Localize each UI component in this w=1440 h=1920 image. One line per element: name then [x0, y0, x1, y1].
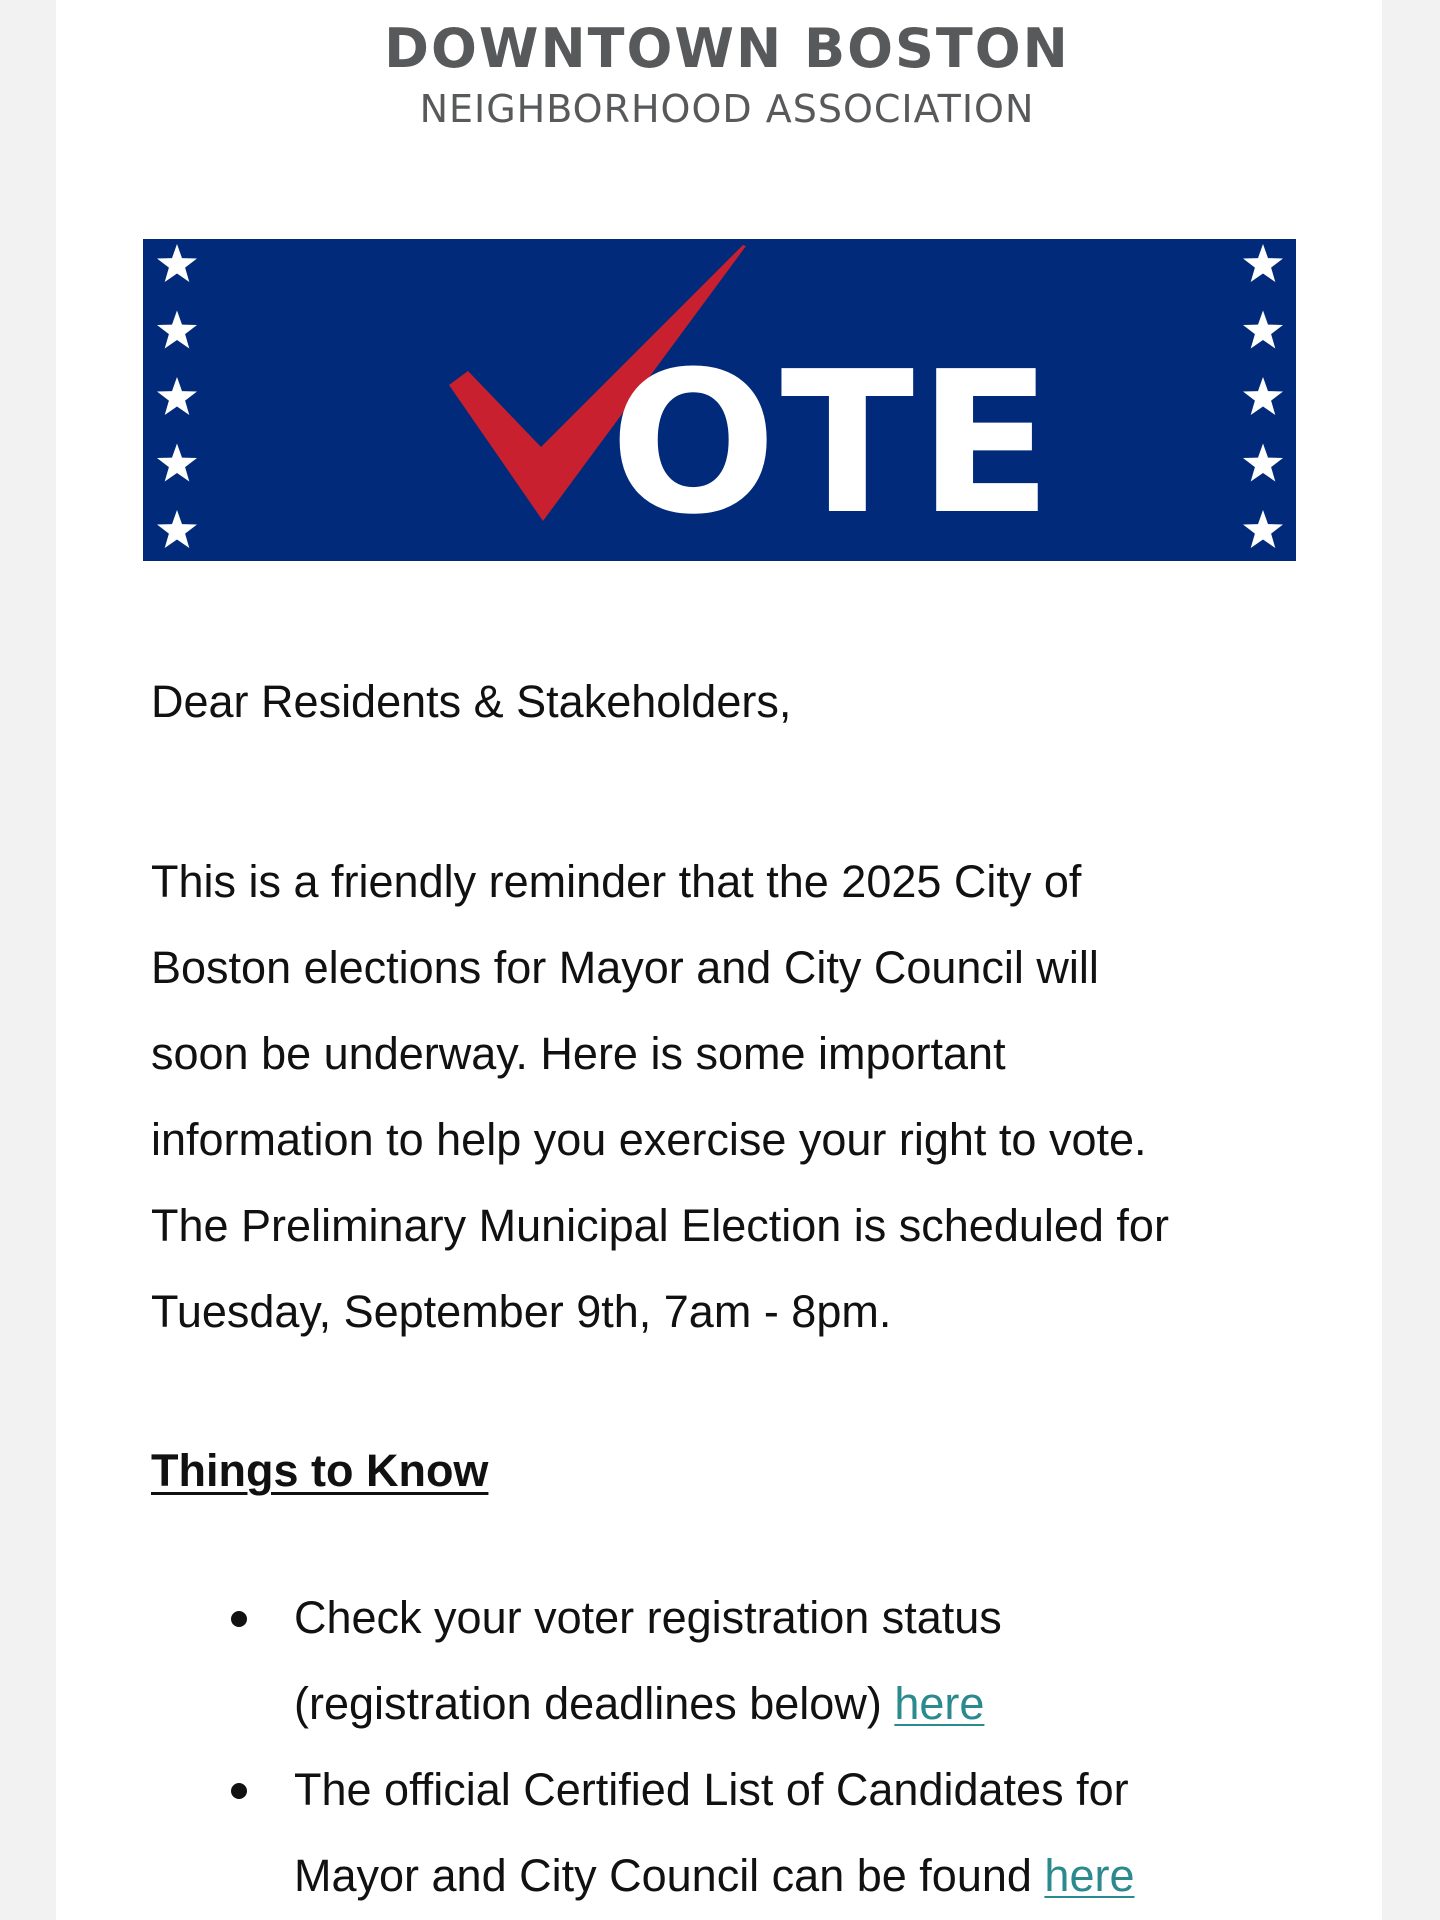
registration-status-link[interactable]: here	[894, 1678, 985, 1729]
list-item-text: Mayor and City Council can be found	[294, 1850, 1045, 1901]
list-item-line: Check your voter registration status	[294, 1592, 1002, 1643]
intro-line: This is a friendly reminder that the 2025 City of	[151, 856, 1082, 907]
bullet-icon	[231, 1611, 247, 1627]
list-item-line	[294, 1833, 1331, 1919]
intro-paragraph	[151, 839, 1331, 1355]
list-item-text: (registration deadlines below)	[294, 1678, 895, 1729]
greeting: Dear Residents & Stakeholders,	[151, 676, 792, 727]
association-logo	[56, 14, 1382, 134]
logo-line-2: NEIGHBORHOOD ASSOCIATION	[419, 87, 1035, 131]
intro-line: The Preliminary Municipal Election is scheduled for	[151, 1200, 1169, 1251]
logo-line-1: DOWNTOWN BOSTON	[384, 17, 1070, 80]
candidates-list-link[interactable]: here	[1044, 1850, 1135, 1901]
things-to-know-list	[151, 1575, 1331, 1919]
intro-line: Tuesday, September 9th, 7am - 8pm.	[151, 1286, 892, 1337]
intro-line: Boston elections for Mayor and City Council will	[151, 942, 1099, 993]
bullet-icon	[231, 1783, 247, 1799]
list-item	[151, 1575, 1331, 1747]
vote-text: OTE	[609, 330, 1057, 558]
section-title: Things to Know	[151, 1445, 489, 1496]
intro-line: information to help you exercise your right to vote.	[151, 1114, 1147, 1165]
vote-banner	[143, 239, 1296, 561]
list-item	[151, 1747, 1331, 1919]
intro-line: soon be underway. Here is some important	[151, 1028, 1006, 1079]
email-page	[56, 0, 1382, 1920]
list-item-line	[294, 1661, 1331, 1747]
list-item-line: The official Certified List of Candidates for	[294, 1764, 1129, 1815]
vote-banner-graphic	[143, 239, 1296, 561]
